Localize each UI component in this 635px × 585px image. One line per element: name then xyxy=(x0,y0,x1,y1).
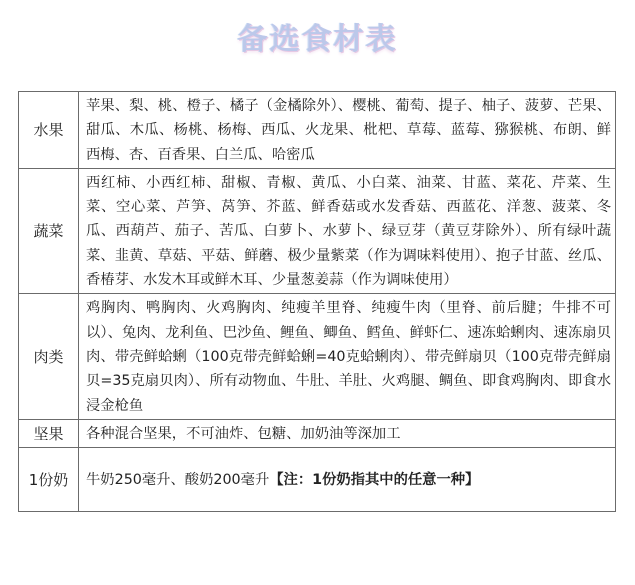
table-row-meat xyxy=(19,294,616,419)
table-row-fruit xyxy=(19,92,616,169)
category-nuts: 坚果 xyxy=(19,419,79,447)
items-vegetable: 西红柿、小西红柿、甜椒、青椒、黄瓜、小白菜、油菜、甘蓝、菜花、芹菜、生菜、空心菜、芦笋、莴笋、芥蓝、鲜香菇或水发香菇、西蓝花、洋葱、菠菜、冬瓜、西葫芦、茄子、苦瓜、白萝卜、水萝卜、绿豆芽（黄豆芽除外）、所有绿叶蔬菜、韭黄、草菇、平菇、鲜蘑、极少量紫菜（作为调味料使用）、抱子甘蓝、丝瓜、香椿芽、水发木耳或鲜木耳、少量葱姜蒜（作为调味使用） xyxy=(79,168,616,293)
category-meat: 肉类 xyxy=(19,294,79,419)
table-row-milk xyxy=(19,448,616,512)
table-row-vegetable xyxy=(19,168,616,293)
page-title: 备选食材表 xyxy=(237,22,398,57)
table-row-nuts xyxy=(19,419,616,447)
category-vegetable: 蔬菜 xyxy=(19,168,79,293)
items-nuts: 各种混合坚果，不可油炸、包糖、加奶油等深加工 xyxy=(79,419,616,447)
items-milk xyxy=(79,448,616,512)
food-table xyxy=(18,91,616,512)
milk-note: 【注：1份奶指其中的任意一种】 xyxy=(269,472,480,488)
milk-items-text: 牛奶250毫升、酸奶200毫升 xyxy=(86,472,270,488)
category-milk: 1份奶 xyxy=(19,448,79,512)
items-fruit: 苹果、梨、桃、橙子、橘子（金橘除外）、樱桃、葡萄、提子、柚子、菠萝、芒果、甜瓜、木瓜、杨桃、杨梅、西瓜、火龙果、枇杷、草莓、蓝莓、猕猴桃、布朗、鲜西梅、杏、百香果、白兰瓜、哈密瓜 xyxy=(79,92,616,169)
items-meat: 鸡胸肉、鸭胸肉、火鸡胸肉、纯瘦羊里脊、纯瘦牛肉（里脊、前后腱；牛排不可以）、兔肉、龙利鱼、巴沙鱼、鲤鱼、鲫鱼、鳕鱼、鲜虾仁、速冻蛤蜊肉、速冻扇贝肉、带壳鲜蛤蜊（100克带壳鲜蛤蜊=40克蛤蜊肉）、带壳鲜扇贝（100克带壳鲜扇贝=35克扇贝肉）、所有动物血、牛肚、羊肚、火鸡腿、鲷鱼、即食鸡胸肉、即食水浸金枪鱼 xyxy=(79,294,616,419)
category-fruit: 水果 xyxy=(19,92,79,169)
